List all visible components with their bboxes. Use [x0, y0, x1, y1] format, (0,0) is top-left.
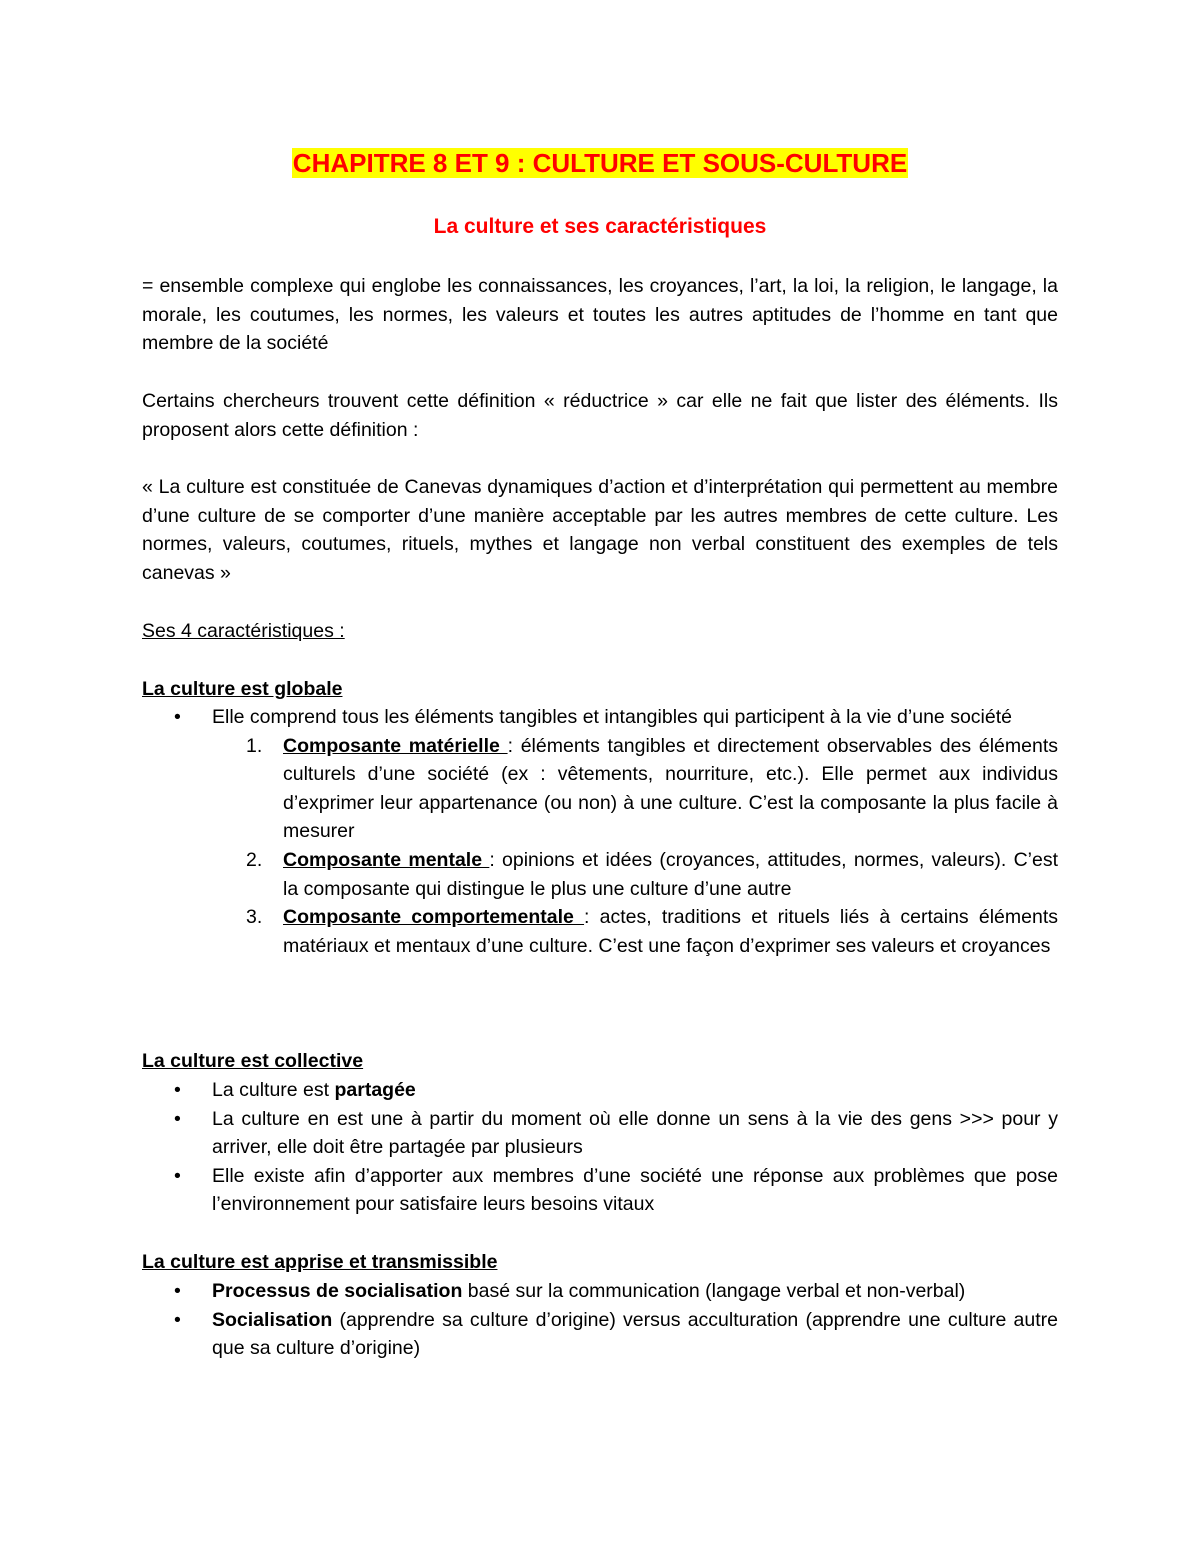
definition-paragraph: = ensemble complexe qui englobe les connaissances, les croyances, l’art, la loi, la religion, le langage, la morale, les coutumes, les normes, les valeurs et toutes les autres aptitudes de l’homme en tant que membre de la société: [142, 275, 1058, 355]
collective-heading: [142, 1047, 1058, 1076]
term-description: : opinions et idées (croyances, attitudes, normes, valeurs). C’est la composante qui distingue le plus une culture d’une autre: [283, 848, 1058, 900]
list-item: [142, 703, 1058, 732]
list-item-text: Elle existe afin d’apporter aux membres d’une société une réponse aux problèmes que pose l’environnement pour satisfaire leurs besoins vitaux: [212, 1164, 1058, 1216]
apprise-heading-text: La culture est apprise et transmissible: [142, 1251, 498, 1273]
list-item: [142, 1162, 1058, 1219]
list-item: [142, 1277, 1058, 1306]
globale-heading: [142, 675, 1058, 704]
apprise-list: [142, 1277, 1058, 1363]
list-item-bold: Socialisation: [212, 1308, 333, 1331]
list-item-bold: Processus de socialisation: [212, 1280, 463, 1302]
list-item: [142, 846, 1058, 903]
list-item: [142, 1306, 1058, 1363]
bullet-icon: •: [174, 1308, 181, 1331]
list-item: [142, 732, 1058, 846]
term-label: Composante matérielle: [283, 734, 508, 757]
term-label: Composante comportementale: [283, 906, 585, 929]
list-item: [142, 903, 1058, 960]
page-title: [142, 146, 1058, 180]
list-number: 2.: [246, 848, 263, 871]
term-description: : actes, traditions et rituels liés à certains éléments matériaux et mentaux d’une culture. C’est une façon d’exprimer ses valeurs et croyances: [283, 906, 1058, 957]
list-item-text: Elle comprend tous les éléments tangibles et intangibles qui participent à la vie d’une société: [212, 706, 1012, 728]
term-label: Composante mentale: [283, 848, 490, 871]
list-number: 1.: [246, 734, 263, 757]
critique-paragraph: Certains chercheurs trouvent cette définition « réductrice » car elle ne fait que lister des éléments. Ils proposent alors cette définition :: [142, 390, 1058, 441]
term-description: : éléments tangibles et directement observables des éléments culturels d’une société (ex : vêtements, nourriture, etc.). Elle permet aux individus d’exprimer leur appartenance (ou non) à une culture. C’est la composante la plus facile à mesurer: [283, 734, 1059, 843]
list-number: 3.: [246, 906, 263, 929]
bullet-icon: •: [174, 1164, 181, 1187]
collective-list: [142, 1076, 1058, 1219]
bullet-icon: •: [174, 1280, 181, 1302]
list-item-bold: partagée: [334, 1079, 416, 1101]
bullet-icon: •: [174, 706, 181, 728]
quote-paragraph: « La culture est constituée de Canevas dynamiques d’action et d’interprétation qui permettent au membre d’une culture de se comporter d’une manière acceptable par les autres membres de cette culture. Les normes, valeurs, coutumes, rituels, mythes et langage non verbal constituent des exemples de tels canevas »: [142, 476, 1058, 584]
bullet-icon: •: [174, 1107, 181, 1130]
characteristics-heading-text: Ses 4 caractéristiques :: [142, 620, 345, 642]
page-title-text: CHAPITRE 8 ET 9 : CULTURE ET SOUS-CULTURE: [292, 148, 908, 178]
section-subtitle: La culture et ses caractéristiques: [433, 215, 767, 238]
list-item-text: La culture en est une à partir du moment où elle donne un sens à la vie des gens >>> pour y arriver, elle doit être partagée par plusieurs: [212, 1107, 1058, 1159]
apprise-heading: [142, 1248, 1058, 1277]
list-item: [142, 1105, 1058, 1162]
list-item-text: basé sur la communication (langage verbal et non-verbal): [462, 1280, 966, 1302]
bullet-icon: •: [174, 1079, 181, 1101]
list-item: [142, 1076, 1058, 1105]
list-item-text: La culture est: [212, 1079, 335, 1101]
globale-heading-text: La culture est globale: [142, 678, 343, 700]
globale-list: [142, 703, 1058, 960]
collective-heading-text: La culture est collective: [142, 1050, 364, 1072]
list-item-text: (apprendre sa culture d’origine) versus acculturation (apprendre une culture autre que sa culture d’origine): [212, 1308, 1058, 1360]
characteristics-heading: [142, 617, 1058, 646]
